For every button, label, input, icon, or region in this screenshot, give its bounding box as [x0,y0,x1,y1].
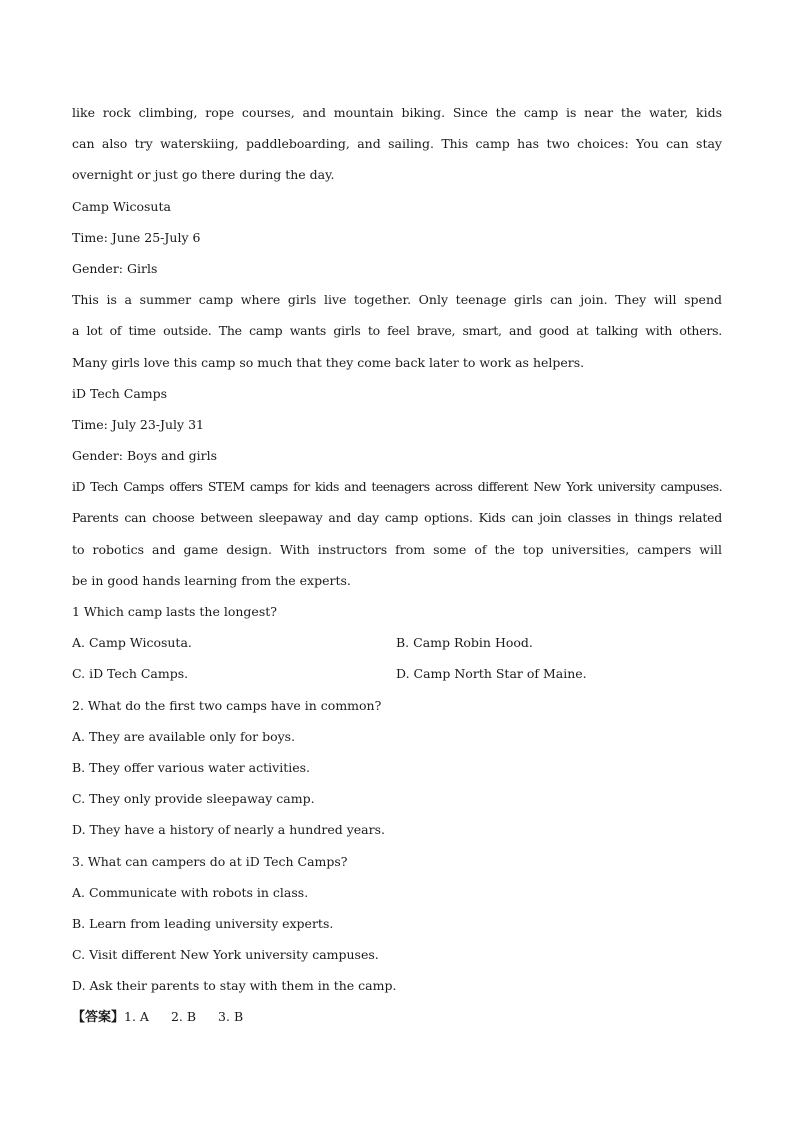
camp-wicosuta-heading: Camp Wicosuta [72,198,171,214]
id-tech-desc-line: Parents can choose between sleepaway and day camp options. Kids can join classes in things related [72,510,722,526]
question-1-option-c: C. iD Tech Camps. [72,666,189,682]
passage-line: can also try waterskiing, paddleboarding, and sailing. This camp has two choices: You can stay [72,136,722,152]
question-3-option-b: B. Learn from leading university experts. [72,915,334,931]
id-tech-desc-line: iD Tech Camps offers STEM camps for kids and teenagers across different New York university campuses. [72,479,722,495]
id-tech-desc-line: to robotics and game design. With instructors from some of the top universities, campers will [72,541,722,557]
question-2-option-b: B. They offer various water activities. [72,759,311,775]
question-2-stem: 2. What do the first two camps have in common? [72,697,382,713]
id-tech-time: Time: July 23-July 31 [72,416,204,432]
question-2-option-d: D. They have a history of nearly a hundred years. [72,822,385,838]
answer-3: 3. B [218,1009,244,1025]
id-tech-heading: iD Tech Camps [72,385,168,401]
id-tech-desc-line: be in good hands learning from the experts. [72,572,351,588]
question-1-options-row [72,658,722,689]
camp-wicosuta-desc-line: This is a summer camp where girls live together. Only teenage girls can join. They will spend [72,292,722,308]
camp-wicosuta-desc-line: a lot of time outside. The camp wants girls to feel brave, smart, and good at talking with others. [72,323,722,339]
question-3-option-c: C. Visit different New York university campuses. [72,947,379,963]
question-2-option-a: A. They are available only for boys. [72,728,296,744]
answer-tag: 【答案】 [72,1010,125,1026]
question-1-option-b: B. Camp Robin Hood. [396,635,533,651]
answer-key [72,1001,722,1032]
question-1-option-d: D. Camp North Star of Maine. [396,666,587,682]
question-1-option-a: A. Camp Wicosuta. [72,635,192,651]
question-3-option-d: D. Ask their parents to stay with them in the camp. [72,978,397,994]
question-3-stem: 3. What can campers do at iD Tech Camps? [72,853,348,869]
question-1-stem: 1 Which camp lasts the longest? [72,604,277,619]
document-content [72,97,722,1033]
id-tech-gender: Gender: Boys and girls [72,448,218,464]
question-2-option-c: C. They only provide sleepaway camp. [72,791,315,807]
question-1-options-row [72,627,722,658]
passage-line: overnight or just go there during the day. [72,167,335,183]
passage-line: like rock climbing, rope courses, and mountain biking. Since the camp is near the water, kids [72,105,722,120]
camp-wicosuta-desc-line: Many girls love this camp so much that they come back later to work as helpers. [72,354,585,370]
camp-wicosuta-time: Time: June 25-July 6 [72,229,201,245]
answer-2: 2. B [170,1009,197,1025]
answer-1: 1. A [124,1009,149,1025]
camp-wicosuta-gender: Gender: Girls [72,260,158,276]
question-3-option-a: A. Communicate with robots in class. [72,884,309,900]
